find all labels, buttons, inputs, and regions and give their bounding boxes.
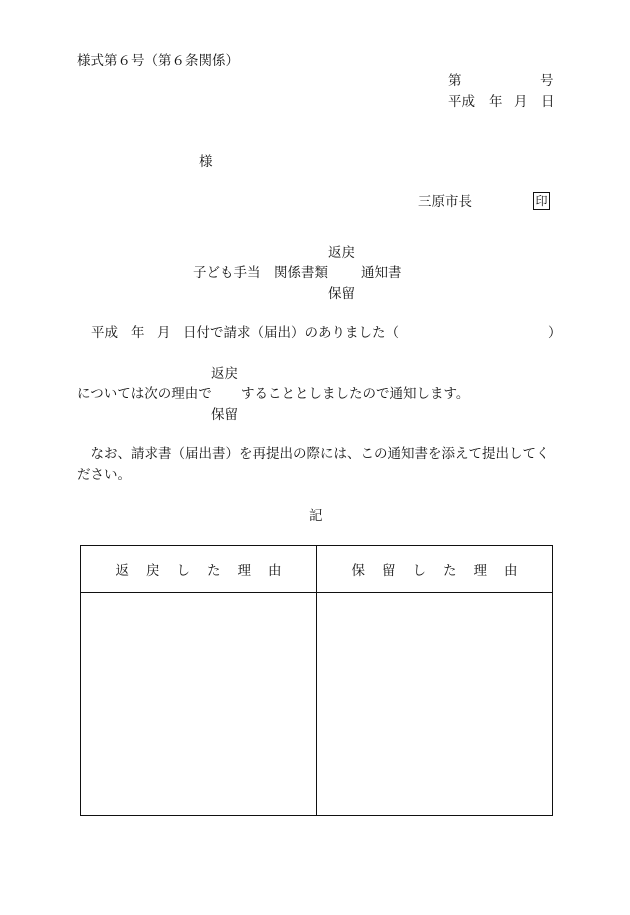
- choice-option-held: 保留: [211, 407, 238, 423]
- header-returned-reason: 返戻した理由: [81, 546, 317, 593]
- title-notice: 通知書: [361, 265, 402, 281]
- date-month-unit: 月: [514, 94, 528, 110]
- addressee-suffix: 様: [199, 154, 213, 170]
- header-held-reason: 保留した理由: [317, 546, 553, 593]
- form-number: 様式第６号（第６条関係）: [77, 53, 239, 69]
- date-year-unit: 年: [489, 94, 503, 110]
- note-line-1: なお、請求書（届出書）を再提出の際には、この通知書を添えて提出してく: [77, 446, 550, 462]
- title-option-returned: 返戻: [328, 245, 355, 261]
- date-era: 平成: [448, 94, 475, 110]
- body-date-era: 平成: [91, 325, 118, 341]
- body-reason-left: については次の理由で: [77, 386, 212, 402]
- ki-heading: 記: [309, 508, 323, 524]
- note-line-2: ださい。: [77, 467, 131, 483]
- reason-table: [80, 545, 553, 816]
- choice-option-returned: 返戻: [211, 366, 238, 382]
- body-close-paren: ）: [548, 325, 562, 341]
- cell-returned-reason[interactable]: [81, 593, 317, 816]
- body-request-text: 日付で請求（届出）のありました（: [183, 325, 399, 341]
- body-reason-right: することとしましたので通知します。: [241, 386, 470, 402]
- seal-mark: 印: [533, 192, 550, 210]
- body-date-year: 年: [131, 325, 145, 341]
- issuer: 三原市長: [418, 194, 472, 210]
- date-day-unit: 日: [541, 94, 555, 110]
- doc-number-suffix: 号: [540, 73, 554, 89]
- cell-held-reason[interactable]: [317, 593, 553, 816]
- title-option-held: 保留: [328, 286, 355, 302]
- doc-number-prefix: 第: [448, 73, 462, 89]
- title-main: 子ども手当 関係書類: [193, 265, 328, 281]
- body-date-month: 月: [157, 325, 171, 341]
